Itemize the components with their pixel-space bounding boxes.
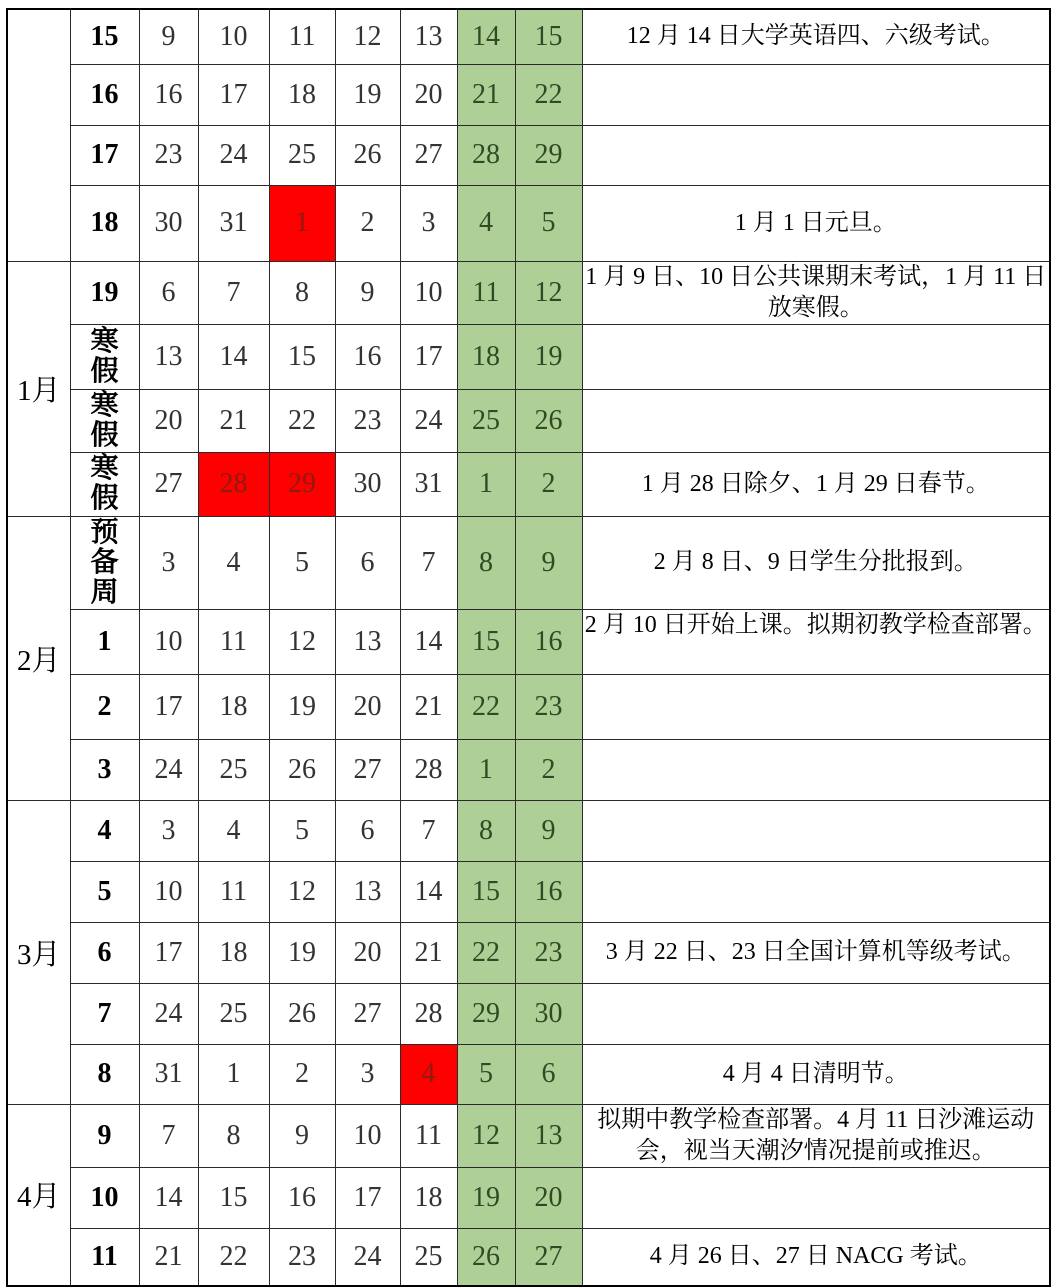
day-cell: 23 (139, 125, 198, 185)
weekend-day-cell: 4 (457, 185, 515, 261)
day-cell: 11 (198, 609, 269, 674)
day-cell: 10 (335, 1104, 400, 1167)
day-cell: 13 (139, 324, 198, 389)
day-cell: 21 (400, 674, 457, 739)
day-cell: 13 (400, 9, 457, 64)
day-cell: 27 (335, 739, 400, 800)
weekend-day-cell: 23 (515, 674, 582, 739)
day-cell: 12 (269, 609, 335, 674)
weekend-day-cell: 26 (457, 1228, 515, 1286)
day-cell: 12 (269, 861, 335, 922)
day-cell: 19 (335, 64, 400, 125)
day-cell: 17 (400, 324, 457, 389)
weekend-day-cell: 20 (515, 1167, 582, 1228)
calendar-row (7, 125, 1050, 185)
note-cell (582, 983, 1050, 1044)
day-cell: 8 (269, 261, 335, 324)
calendar-body (7, 9, 1050, 1286)
calendar-row (7, 609, 1050, 674)
weekend-day-cell: 2 (515, 739, 582, 800)
note-cell: 1 月 9 日、10 日公共课期末考试，1 月 11 日放寒假。 (582, 261, 1050, 324)
note-cell (582, 674, 1050, 739)
day-cell: 24 (198, 125, 269, 185)
note-cell: 1 月 1 日元旦。 (582, 185, 1050, 261)
day-cell: 15 (198, 1167, 269, 1228)
note-cell (582, 739, 1050, 800)
day-cell: 14 (400, 861, 457, 922)
day-cell: 24 (335, 1228, 400, 1286)
day-cell: 14 (198, 324, 269, 389)
day-cell: 14 (139, 1167, 198, 1228)
day-cell: 28 (400, 739, 457, 800)
calendar-row (7, 389, 1050, 452)
day-cell: 21 (400, 922, 457, 983)
week-label-cell: 1 (70, 609, 139, 674)
weekend-day-cell: 19 (457, 1167, 515, 1228)
month-cell: 4月 (7, 1104, 70, 1286)
weekend-day-cell: 29 (457, 983, 515, 1044)
day-cell: 9 (269, 1104, 335, 1167)
weekend-day-cell: 28 (457, 125, 515, 185)
weekend-day-cell: 5 (515, 185, 582, 261)
day-cell: 1 (198, 1044, 269, 1104)
day-cell: 28 (400, 983, 457, 1044)
day-cell: 16 (139, 64, 198, 125)
day-cell: 18 (400, 1167, 457, 1228)
day-cell: 10 (198, 9, 269, 64)
month-cell (7, 9, 70, 261)
day-cell: 26 (269, 983, 335, 1044)
academic-calendar-table (6, 8, 1051, 1287)
weekend-day-cell: 18 (457, 324, 515, 389)
calendar-row (7, 64, 1050, 125)
day-cell: 17 (335, 1167, 400, 1228)
day-cell: 19 (269, 922, 335, 983)
weekend-day-cell: 11 (457, 261, 515, 324)
weekend-day-cell: 13 (515, 1104, 582, 1167)
weekend-day-cell: 21 (457, 64, 515, 125)
day-cell: 21 (139, 1228, 198, 1286)
day-cell: 17 (139, 922, 198, 983)
calendar-row (7, 324, 1050, 389)
note-cell: 4 月 4 日清明节。 (582, 1044, 1050, 1104)
day-cell: 4 (198, 516, 269, 609)
day-cell: 23 (269, 1228, 335, 1286)
note-cell: 12 月 14 日大学英语四、六级考试。 (582, 9, 1050, 64)
day-cell: 26 (269, 739, 335, 800)
week-label-cell: 6 (70, 922, 139, 983)
weekend-day-cell: 12 (457, 1104, 515, 1167)
day-cell: 10 (139, 861, 198, 922)
day-cell: 31 (139, 1044, 198, 1104)
day-cell: 3 (139, 516, 198, 609)
day-cell: 11 (400, 1104, 457, 1167)
week-label-cell: 寒 假 (70, 452, 139, 516)
week-label-cell: 10 (70, 1167, 139, 1228)
day-cell: 21 (198, 389, 269, 452)
week-label-cell: 7 (70, 983, 139, 1044)
day-cell: 3 (139, 800, 198, 861)
week-label-cell: 9 (70, 1104, 139, 1167)
weekend-day-cell: 16 (515, 609, 582, 674)
weekend-day-cell: 15 (515, 9, 582, 64)
day-cell: 3 (400, 185, 457, 261)
weekend-day-cell: 12 (515, 261, 582, 324)
day-cell: 16 (335, 324, 400, 389)
day-cell: 24 (139, 739, 198, 800)
day-cell: 13 (335, 861, 400, 922)
day-cell: 27 (400, 125, 457, 185)
day-cell: 24 (139, 983, 198, 1044)
calendar-row (7, 861, 1050, 922)
weekend-day-cell: 22 (515, 64, 582, 125)
week-label-cell: 15 (70, 9, 139, 64)
weekend-day-cell: 9 (515, 800, 582, 861)
week-label-cell: 2 (70, 674, 139, 739)
day-cell: 5 (269, 516, 335, 609)
note-cell (582, 389, 1050, 452)
day-cell: 2 (269, 1044, 335, 1104)
day-cell: 7 (139, 1104, 198, 1167)
calendar-row (7, 516, 1050, 609)
note-cell: 1 月 28 日除夕、1 月 29 日春节。 (582, 452, 1050, 516)
day-cell: 17 (139, 674, 198, 739)
day-cell: 8 (198, 1104, 269, 1167)
note-cell (582, 64, 1050, 125)
note-cell (582, 1167, 1050, 1228)
day-cell: 15 (269, 324, 335, 389)
day-cell: 31 (400, 452, 457, 516)
day-cell: 7 (198, 261, 269, 324)
calendar-row (7, 261, 1050, 324)
day-cell: 17 (198, 64, 269, 125)
week-label-cell: 预 备 周 (70, 516, 139, 609)
weekend-day-cell: 1 (457, 739, 515, 800)
day-cell: 7 (400, 516, 457, 609)
week-label-cell: 18 (70, 185, 139, 261)
week-label-cell: 寒 假 (70, 324, 139, 389)
day-cell: 3 (335, 1044, 400, 1104)
weekend-day-cell: 29 (515, 125, 582, 185)
day-cell: 18 (269, 64, 335, 125)
note-cell: 3 月 22 日、23 日全国计算机等级考试。 (582, 922, 1050, 983)
week-label-cell: 17 (70, 125, 139, 185)
weekend-day-cell: 5 (457, 1044, 515, 1104)
day-cell: 6 (139, 261, 198, 324)
weekend-day-cell: 19 (515, 324, 582, 389)
weekend-day-cell: 8 (457, 516, 515, 609)
day-cell: 30 (139, 185, 198, 261)
day-cell: 20 (335, 674, 400, 739)
holiday-day-cell: 28 (198, 452, 269, 516)
day-cell: 12 (335, 9, 400, 64)
note-cell: 2 月 10 日开始上课。拟期初教学检查部署。 (582, 609, 1050, 674)
month-cell: 1月 (7, 261, 70, 516)
week-label-cell: 寒 假 (70, 389, 139, 452)
weekend-day-cell: 22 (457, 922, 515, 983)
note-cell: 2 月 8 日、9 日学生分批报到。 (582, 516, 1050, 609)
day-cell: 27 (335, 983, 400, 1044)
weekend-day-cell: 6 (515, 1044, 582, 1104)
day-cell: 26 (335, 125, 400, 185)
day-cell: 23 (335, 389, 400, 452)
day-cell: 2 (335, 185, 400, 261)
weekend-day-cell: 1 (457, 452, 515, 516)
month-cell: 2月 (7, 516, 70, 800)
day-cell: 22 (198, 1228, 269, 1286)
day-cell: 27 (139, 452, 198, 516)
day-cell: 9 (335, 261, 400, 324)
day-cell: 25 (198, 739, 269, 800)
calendar-row (7, 1228, 1050, 1286)
calendar-row (7, 452, 1050, 516)
note-cell (582, 324, 1050, 389)
weekend-day-cell: 25 (457, 389, 515, 452)
holiday-day-cell: 29 (269, 452, 335, 516)
day-cell: 11 (198, 861, 269, 922)
day-cell: 18 (198, 922, 269, 983)
calendar-row (7, 1044, 1050, 1104)
weekend-day-cell: 15 (457, 609, 515, 674)
day-cell: 25 (400, 1228, 457, 1286)
note-cell (582, 800, 1050, 861)
note-cell (582, 125, 1050, 185)
note-cell: 拟期中教学检查部署。4 月 11 日沙滩运动会，视当天潮汐情况提前或推迟。 (582, 1104, 1050, 1167)
calendar-row (7, 983, 1050, 1044)
day-cell: 30 (335, 452, 400, 516)
calendar-row (7, 674, 1050, 739)
holiday-day-cell: 1 (269, 185, 335, 261)
weekend-day-cell: 22 (457, 674, 515, 739)
weekend-day-cell: 23 (515, 922, 582, 983)
week-label-cell: 16 (70, 64, 139, 125)
day-cell: 31 (198, 185, 269, 261)
calendar-row (7, 922, 1050, 983)
note-cell (582, 861, 1050, 922)
day-cell: 20 (400, 64, 457, 125)
week-label-cell: 19 (70, 261, 139, 324)
weekend-day-cell: 8 (457, 800, 515, 861)
calendar-row (7, 739, 1050, 800)
day-cell: 20 (139, 389, 198, 452)
day-cell: 20 (335, 922, 400, 983)
weekend-day-cell: 16 (515, 861, 582, 922)
day-cell: 16 (269, 1167, 335, 1228)
calendar-row (7, 185, 1050, 261)
weekend-day-cell: 30 (515, 983, 582, 1044)
day-cell: 13 (335, 609, 400, 674)
week-label-cell: 5 (70, 861, 139, 922)
weekend-day-cell: 9 (515, 516, 582, 609)
calendar-row (7, 800, 1050, 861)
day-cell: 25 (269, 125, 335, 185)
day-cell: 19 (269, 674, 335, 739)
day-cell: 22 (269, 389, 335, 452)
weekend-day-cell: 2 (515, 452, 582, 516)
calendar-row (7, 1104, 1050, 1167)
day-cell: 14 (400, 609, 457, 674)
calendar-row (7, 1167, 1050, 1228)
holiday-day-cell: 4 (400, 1044, 457, 1104)
note-cell: 4 月 26 日、27 日 NACG 考试。 (582, 1228, 1050, 1286)
day-cell: 5 (269, 800, 335, 861)
month-cell: 3月 (7, 800, 70, 1104)
week-label-cell: 11 (70, 1228, 139, 1286)
weekend-day-cell: 26 (515, 389, 582, 452)
day-cell: 18 (198, 674, 269, 739)
day-cell: 11 (269, 9, 335, 64)
day-cell: 6 (335, 800, 400, 861)
weekend-day-cell: 15 (457, 861, 515, 922)
week-label-cell: 3 (70, 739, 139, 800)
week-label-cell: 8 (70, 1044, 139, 1104)
day-cell: 10 (139, 609, 198, 674)
day-cell: 9 (139, 9, 198, 64)
day-cell: 10 (400, 261, 457, 324)
week-label-cell: 4 (70, 800, 139, 861)
day-cell: 7 (400, 800, 457, 861)
calendar-row (7, 9, 1050, 64)
weekend-day-cell: 14 (457, 9, 515, 64)
day-cell: 6 (335, 516, 400, 609)
weekend-day-cell: 27 (515, 1228, 582, 1286)
day-cell: 24 (400, 389, 457, 452)
day-cell: 25 (198, 983, 269, 1044)
day-cell: 4 (198, 800, 269, 861)
